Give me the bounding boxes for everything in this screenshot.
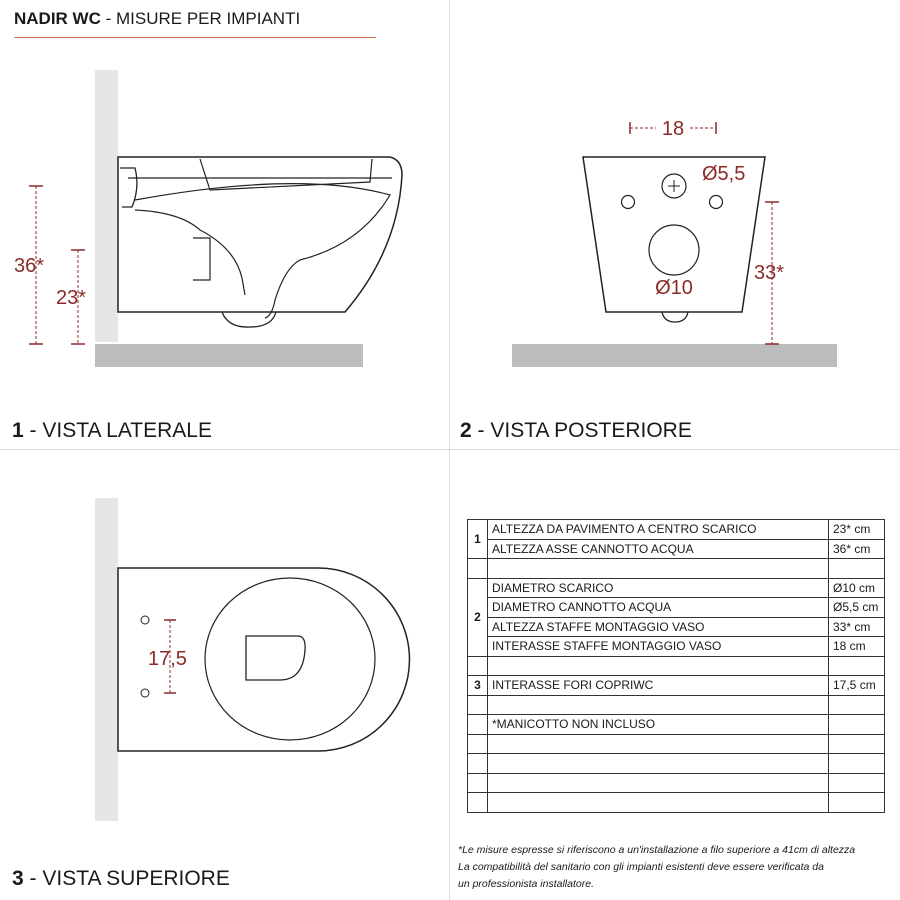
- table-row: [468, 715, 885, 735]
- row-description: INTERASSE FORI COPRIWC: [488, 676, 829, 696]
- table-row-empty: [468, 656, 885, 676]
- rear-view-label: [460, 419, 692, 443]
- table-row: [468, 578, 885, 598]
- row-value: 18 cm: [829, 637, 885, 657]
- table-row: [468, 520, 885, 540]
- view-number: 2: [460, 419, 472, 442]
- group-number: 1: [468, 520, 488, 559]
- floor: [95, 344, 363, 367]
- wall: [95, 70, 118, 342]
- dim-33-label: 33*: [754, 262, 785, 284]
- footnote-line: *Le misure espresse si riferiscono a un'installazione a filo superiore a 41cm di altezza: [458, 844, 856, 856]
- row-value: Ø5,5 cm: [829, 598, 885, 618]
- dim-36-label: 36*: [14, 255, 45, 277]
- row-value: 17,5 cm: [829, 676, 885, 696]
- measurements-table: [467, 519, 885, 813]
- row-value: 36* cm: [829, 539, 885, 559]
- table-row: [468, 637, 885, 657]
- table-row-empty: [468, 734, 885, 754]
- row-value: 33* cm: [829, 617, 885, 637]
- group-number: 2: [468, 578, 488, 656]
- dim-55-label: Ø5,5: [702, 163, 746, 185]
- lateral-view-label: [12, 419, 212, 443]
- row-description: ALTEZZA STAFFE MONTAGGIO VASO: [488, 617, 829, 637]
- brand-name: NADIR WC: [14, 9, 101, 28]
- row-value: Ø10 cm: [829, 578, 885, 598]
- table-row: [468, 676, 885, 696]
- group-number: 3: [468, 676, 488, 696]
- row-description: INTERASSE STAFFE MONTAGGIO VASO: [488, 637, 829, 657]
- view-number: 1: [12, 419, 24, 442]
- view-title: - VISTA SUPERIORE: [29, 867, 230, 890]
- table-row-empty: [468, 754, 885, 774]
- dim-175-label: 17,5: [148, 648, 187, 670]
- table-row-empty: [468, 793, 885, 813]
- view-title: - VISTA LATERALE: [29, 419, 212, 442]
- view-title: - VISTA POSTERIORE: [477, 419, 692, 442]
- dim-18-label: 18: [661, 118, 685, 140]
- wall: [95, 498, 118, 821]
- rear-view-drawing: [512, 118, 837, 367]
- row-description: DIAMETRO CANNOTTO ACQUA: [488, 598, 829, 618]
- table-row-empty: [468, 559, 885, 579]
- table-row: [468, 539, 885, 559]
- top-view-drawing: [95, 498, 409, 821]
- dim-23-label: 23*: [56, 287, 87, 309]
- table-row-empty: [468, 773, 885, 793]
- row-description: ALTEZZA DA PAVIMENTO A CENTRO SCARICO: [488, 520, 829, 540]
- table-note: *MANICOTTO NON INCLUSO: [488, 715, 829, 735]
- table-row: [468, 598, 885, 618]
- footnote-line: La compatibilità del sanitario con gli impianti esistenti deve essere verificata da: [458, 861, 824, 873]
- wc-body-side: [118, 157, 402, 312]
- floor: [512, 344, 837, 367]
- lateral-view-drawing: [14, 70, 402, 367]
- view-number: 3: [12, 867, 24, 890]
- footnote: [458, 842, 898, 893]
- row-description: DIAMETRO SCARICO: [488, 578, 829, 598]
- dim-10-label: Ø10: [655, 277, 693, 299]
- top-view-label: [12, 867, 230, 891]
- row-description: ALTEZZA ASSE CANNOTTO ACQUA: [488, 539, 829, 559]
- footnote-line: un professionista installatore.: [458, 878, 594, 890]
- row-value: 23* cm: [829, 520, 885, 540]
- table-row-empty: [468, 695, 885, 715]
- table-row: [468, 617, 885, 637]
- page-subtitle: - MISURE PER IMPIANTI: [105, 9, 301, 28]
